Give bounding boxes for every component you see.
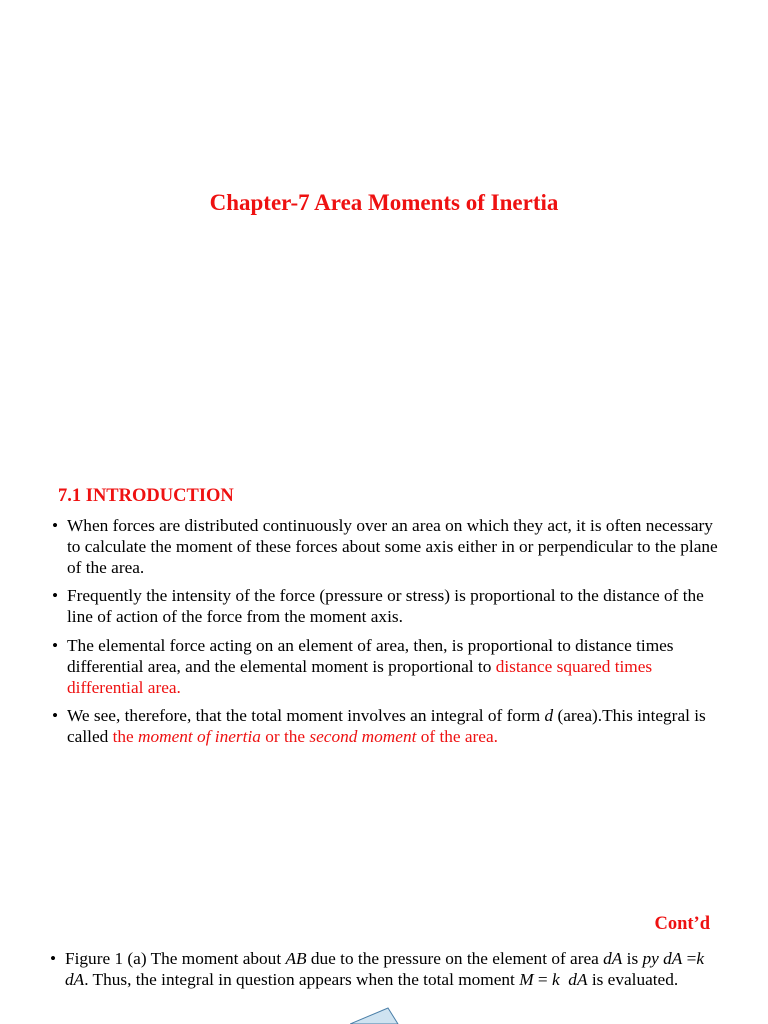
bullet-marker: • bbox=[52, 516, 59, 535]
bullet-marker: • bbox=[52, 706, 59, 726]
introduction-bullet-list bbox=[0, 516, 768, 756]
bullet-item bbox=[0, 516, 768, 578]
bullet-marker: • bbox=[52, 586, 59, 606]
math-variable: py bbox=[642, 949, 659, 968]
math-variable: dA bbox=[568, 969, 588, 989]
bullet-text: Frequently the intensity of the force (pressure or stress) is proportional to the distance of the line of action of the force from the moment axis. bbox=[67, 586, 704, 627]
bullet-marker: • bbox=[52, 635, 59, 655]
figure-shape bbox=[350, 1008, 398, 1024]
highlighted-text: distance squared times differential area. bbox=[67, 656, 653, 697]
bullet-text: Figure 1 (a) The moment about bbox=[65, 949, 286, 968]
figure-bullet-list bbox=[0, 949, 768, 991]
math-variable: dA bbox=[663, 949, 683, 968]
bullet-text: is evaluated. bbox=[587, 969, 679, 989]
bullet-marker: • bbox=[50, 949, 57, 968]
bullet-text: (area).This integral is called bbox=[67, 706, 706, 747]
math-variable: AB bbox=[285, 949, 307, 968]
math-variable: k bbox=[696, 949, 705, 968]
bullet-item bbox=[0, 586, 768, 628]
bullet-text: . Thus, the integral in question appears when the total moment bbox=[84, 969, 520, 989]
bullet-text: The elemental force acting on an element of area, then, is proportional to distance times differential area, and the elemental moment is proportional to bbox=[67, 635, 674, 676]
chapter-title: Chapter-7 Area Moments of Inertia bbox=[209, 190, 559, 215]
bullet-item bbox=[0, 636, 768, 698]
bullet-text: = bbox=[682, 949, 697, 968]
term-second-moment: second moment bbox=[309, 727, 417, 747]
bullet-text: due to the pressure on the element of area bbox=[306, 949, 604, 968]
math-variable: d bbox=[544, 706, 554, 726]
term-moment-of-inertia: moment of inertia bbox=[138, 727, 261, 747]
continued-label: Cont’d bbox=[654, 914, 710, 934]
bullet-text: is bbox=[622, 949, 643, 968]
math-variable: M bbox=[519, 969, 534, 989]
bullet-text: When forces are distributed continuously over an area on which they act, it is often necessary to calculate the moment of these forces about some axis either in or perpendicular to the plane of the area. bbox=[67, 516, 718, 577]
bullet-item bbox=[0, 706, 768, 748]
math-variable: dA bbox=[603, 949, 623, 968]
section-heading: 7.1 INTRODUCTION bbox=[58, 486, 234, 506]
figure-1-partial bbox=[350, 1006, 410, 1024]
bullet-text: = bbox=[533, 969, 552, 989]
highlighted-text: the bbox=[112, 727, 139, 747]
bullet-text bbox=[560, 970, 569, 989]
math-variable: dA bbox=[65, 969, 85, 989]
bullet-item bbox=[0, 949, 768, 991]
math-variable: k bbox=[551, 969, 560, 989]
highlighted-text: of the area. bbox=[416, 727, 498, 747]
bullet-text: We see, therefore, that the total moment involves an integral of form bbox=[67, 706, 545, 726]
highlighted-text: or the bbox=[260, 727, 310, 747]
